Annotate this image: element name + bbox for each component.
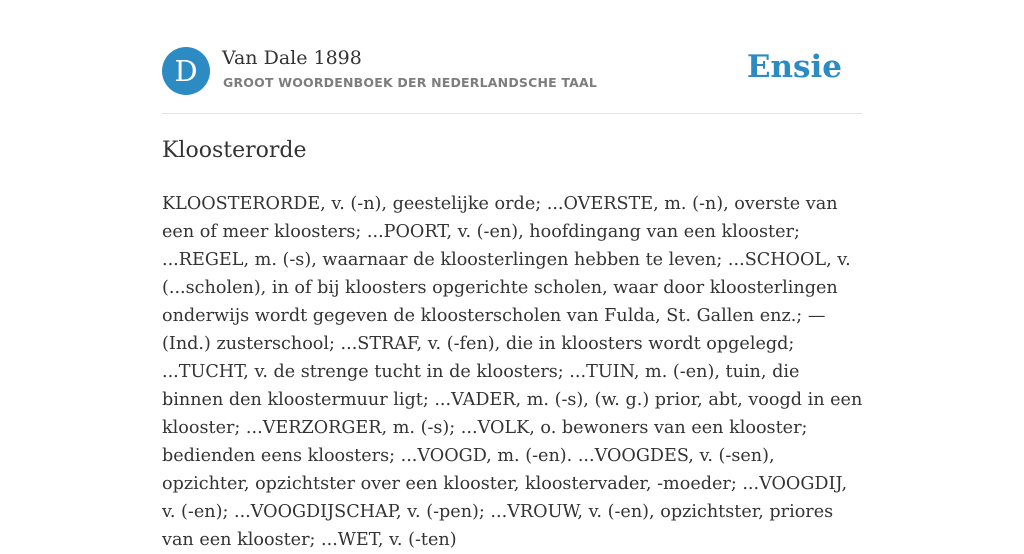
dictionary-title[interactable]: Van Dale 1898: [222, 47, 362, 69]
site-header: [162, 47, 862, 97]
ensie-brand-logo[interactable]: Ensie: [746, 49, 842, 85]
entry-definition: KLOOSTERORDE, v. (-n), geestelijke orde; ...OVERSTE, m. (-n), overste van een of meer kloosters; ...POORT, v. (-en), hoofdingang van een klooster; ...REGEL, m. (-s), waarnaar de kloosterlingen hebben te leven; ...SCHOOL, v. (...scholen), in of bij kloosters opgerichte scholen, waar door kloosterlingen onderwijs wordt gegeven de kloosterscholen van Fulda, St. Gallen enz.; — (Ind.) zusterschool; ...STRAF, v. (-fen), die in kloosters wordt opgelegd; ...TUCHT, v. de strenge tucht in de kloosters; ...TUIN, m. (-en), tuin, die binnen den kloostermuur ligt; ...VADER, m. (-s), (w. g.) prior, abt, voogd in een klooster; ...VERZORGER, m. (-s); ...VOLK, o. bewoners van een klooster; bedienden eens kloosters; ...VOOGD, m. (-en). ...VOOGDES, v. (-sen), opzichter, opzichtster over een klooster, kloostervader, -moeder; ...VOOGDIJ, v. (-en); ...VOOGDIJSCHAP, v. (-pen); ...VROUW, v. (-en), opzichtster, priores van een klooster; ...WET, v. (-ten): [162, 194, 863, 550]
dictionary-logo[interactable]: D: [162, 47, 210, 95]
header-divider: [162, 113, 862, 114]
dictionary-subtitle: GROOT WOORDENBOEK DER NEDERLANDSCHE TAAL: [223, 75, 598, 90]
entry-title: Kloosterorde: [162, 138, 307, 163]
